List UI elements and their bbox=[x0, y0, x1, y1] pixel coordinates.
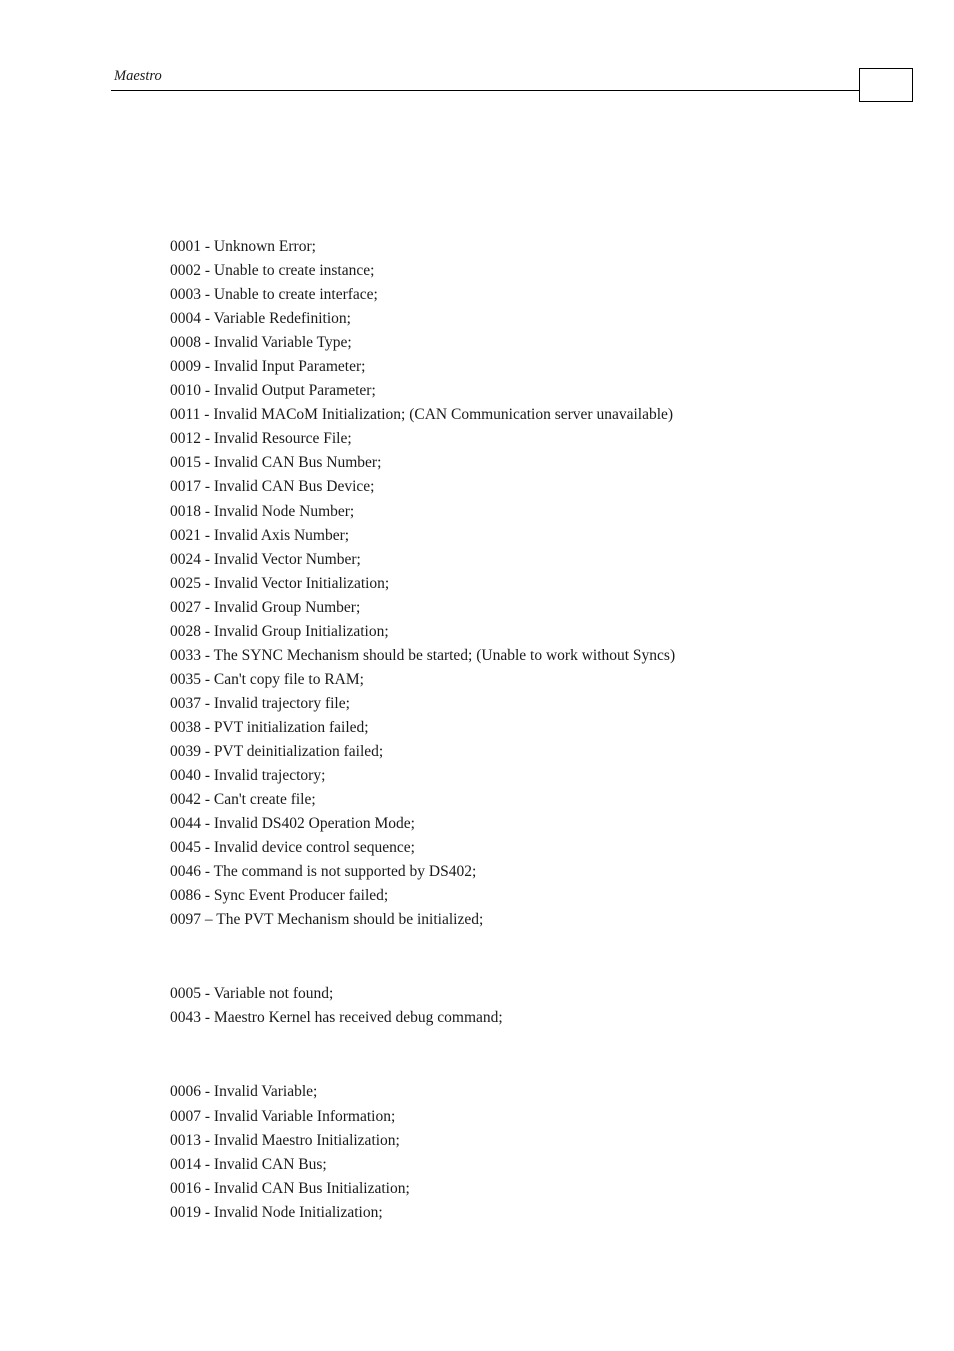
error-code-line: 0004 - Variable Redefinition; bbox=[170, 310, 351, 328]
error-code-line: 0017 - Invalid CAN Bus Device; bbox=[170, 478, 375, 496]
error-code-line: 0097 – The PVT Mechanism should be initialized; bbox=[170, 911, 484, 929]
error-code-group-2 bbox=[170, 982, 870, 1030]
error-code-line: 0018 - Invalid Node Number; bbox=[170, 502, 355, 520]
error-code-group-3 bbox=[170, 1080, 870, 1224]
page-header bbox=[111, 66, 859, 91]
error-code-line: 0010 - Invalid Output Parameter; bbox=[170, 382, 376, 400]
error-code-line: 0028 - Invalid Group Initialization; bbox=[170, 622, 389, 640]
error-code-line: 0044 - Invalid DS402 Operation Mode; bbox=[170, 815, 415, 833]
error-code-line: 0024 - Invalid Vector Number; bbox=[170, 550, 361, 568]
error-code-line: 0033 - The SYNC Mechanism should be started; (Unable to work without Syncs) bbox=[170, 646, 676, 664]
error-code-line: 0009 - Invalid Input Parameter; bbox=[170, 358, 366, 376]
error-code-line: 0015 - Invalid CAN Bus Number; bbox=[170, 454, 382, 472]
header-title: Maestro bbox=[114, 68, 162, 84]
error-code-line: 0016 - Invalid CAN Bus Initialization; bbox=[170, 1179, 410, 1197]
error-code-line: 0045 - Invalid device control sequence; bbox=[170, 839, 415, 857]
error-code-line: 0027 - Invalid Group Number; bbox=[170, 598, 361, 616]
error-code-line: 0001 - Unknown Error; bbox=[170, 238, 316, 255]
error-code-line: 0046 - The command is not supported by DS402; bbox=[170, 863, 477, 881]
error-code-line: 0008 - Invalid Variable Type; bbox=[170, 334, 352, 352]
error-code-line: 0038 - PVT initialization failed; bbox=[170, 718, 369, 736]
error-code-line: 0039 - PVT deinitialization failed; bbox=[170, 742, 384, 760]
error-code-line: 0086 - Sync Event Producer failed; bbox=[170, 887, 389, 905]
error-code-line: 0042 - Can't create file; bbox=[170, 791, 316, 809]
error-code-line: 0019 - Invalid Node Initialization; bbox=[170, 1203, 383, 1221]
document-body bbox=[170, 235, 870, 1225]
error-code-line: 0003 - Unable to create interface; bbox=[170, 286, 378, 304]
error-code-line: 0006 - Invalid Variable; bbox=[170, 1083, 318, 1101]
error-code-line: 0013 - Invalid Maestro Initialization; bbox=[170, 1131, 400, 1149]
error-code-line: 0011 - Invalid MACoM Initialization; (CAN Communication server unavailable) bbox=[170, 406, 674, 424]
page-number-box bbox=[859, 68, 913, 102]
error-code-line: 0037 - Invalid trajectory file; bbox=[170, 694, 350, 712]
error-code-line: 0012 - Invalid Resource File; bbox=[170, 430, 352, 448]
error-code-group-1 bbox=[170, 235, 870, 932]
error-code-line: 0021 - Invalid Axis Number; bbox=[170, 526, 350, 544]
error-code-line: 0002 - Unable to create instance; bbox=[170, 262, 375, 280]
error-code-line: 0043 - Maestro Kernel has received debug command; bbox=[170, 1009, 503, 1027]
error-code-line: 0035 - Can't copy file to RAM; bbox=[170, 670, 364, 688]
error-code-line: 0025 - Invalid Vector Initialization; bbox=[170, 574, 390, 592]
error-code-line: 0014 - Invalid CAN Bus; bbox=[170, 1155, 327, 1173]
error-code-line: 0040 - Invalid trajectory; bbox=[170, 767, 326, 785]
error-code-line: 0005 - Variable not found; bbox=[170, 985, 334, 1003]
error-code-line: 0007 - Invalid Variable Information; bbox=[170, 1107, 396, 1125]
